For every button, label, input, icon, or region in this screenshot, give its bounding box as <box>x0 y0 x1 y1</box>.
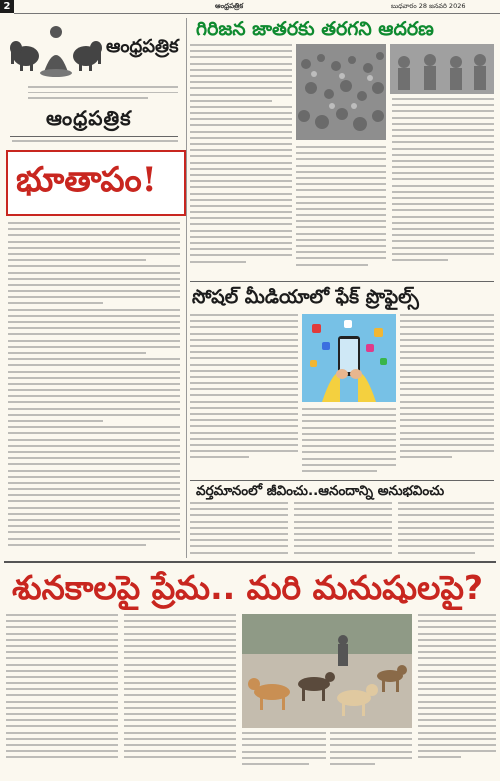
social-media-col-1 <box>190 314 298 476</box>
brand-name-top: ఆంధ్రపత్రిక <box>106 36 179 57</box>
running-masthead: ఆంధ్రపత్రిక <box>215 2 244 10</box>
tribal-fair-col-3 <box>392 98 494 278</box>
tribal-fair-col-2 <box>296 146 386 276</box>
page-number-box <box>0 0 14 13</box>
editorial-title-box <box>6 150 186 216</box>
brand-intro-lines <box>28 86 178 103</box>
tribal-fair-photo <box>296 44 386 140</box>
social-media-col-2 <box>302 408 396 476</box>
dogs-col-3 <box>242 732 326 776</box>
dogs-headline: శునకాలపై ప్రేమ.. మరి మనుషులపై? <box>12 568 484 607</box>
brand-block <box>6 18 182 146</box>
social-media-illustration <box>302 314 396 402</box>
dogs-col-2 <box>124 614 236 776</box>
live-present-col-3 <box>398 502 494 558</box>
brand-nameplate: ఆంధ్రపత్రిక <box>46 106 132 130</box>
live-present-col-1 <box>190 502 288 558</box>
dogs-col-1 <box>6 614 118 776</box>
tribal-fair-col-1 <box>190 44 292 276</box>
brand-subline <box>12 140 178 146</box>
tribal-fair-headline: గిరిజన జాతరకు తరగని ఆదరణ <box>196 18 434 40</box>
editorial-title: భూతాపం! <box>16 160 157 200</box>
live-present-col-2 <box>294 502 392 558</box>
tribal-fair-photo-2 <box>390 44 494 94</box>
page-number: 2 <box>3 1 11 12</box>
dogs-col-5 <box>418 614 496 776</box>
editorial-body <box>8 222 180 552</box>
social-media-col-3 <box>400 314 494 476</box>
live-present-headline: వర్తమానంలో జీవించు..ఆనందాన్ని అనుభవించు <box>196 483 445 499</box>
page-date: బుధవారం 28 జనవరి 2026 <box>391 2 466 10</box>
street-dogs-photo <box>242 614 412 728</box>
dogs-col-4 <box>330 732 412 776</box>
social-media-headline: సోషల్ మీడియాలో ఫేక్ ప్రొఫైల్స్ <box>192 286 419 308</box>
